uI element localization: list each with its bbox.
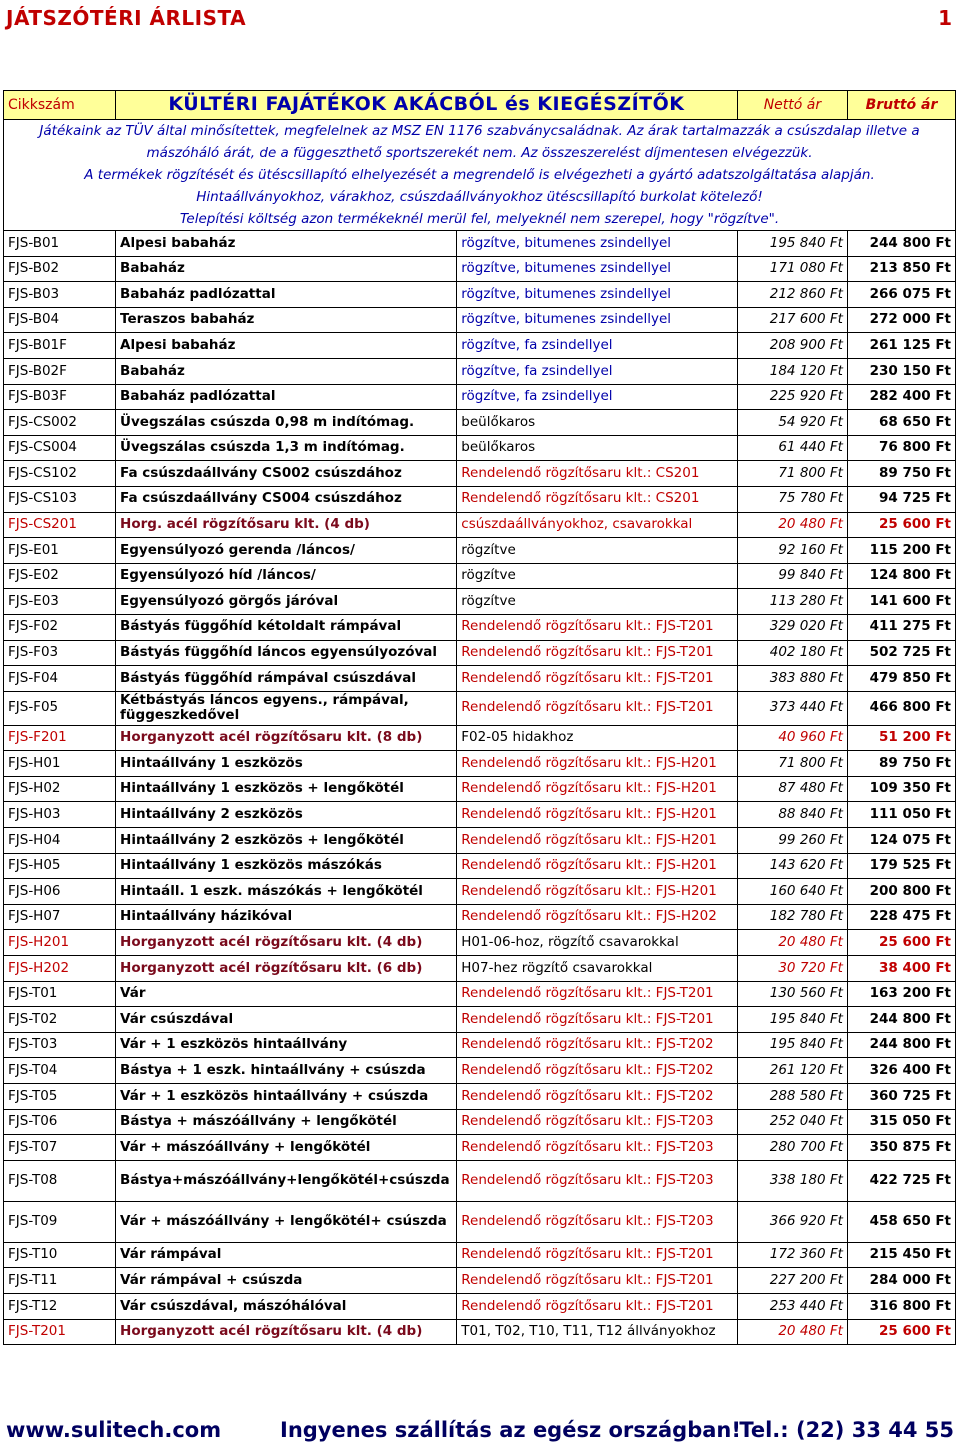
column-header-code: Cikkszám [4, 91, 116, 120]
gross-price: 115 200 Ft [847, 538, 955, 564]
net-price: 280 700 Ft [737, 1135, 847, 1161]
gross-price: 124 075 Ft [847, 828, 955, 854]
product-name: Vár + 1 eszközös hintaállvány + csúszda [116, 1084, 457, 1110]
product-description: csúszdaállványokhoz, csavarokkal [457, 512, 738, 538]
table-row [4, 1242, 956, 1268]
table-row [4, 231, 956, 257]
table-row [4, 776, 956, 802]
product-code: FJS-T10 [4, 1242, 116, 1268]
gross-price: 411 275 Ft [847, 614, 955, 640]
product-description: Rendelendő rögzítősaru klt.: FJS-T201 [457, 1242, 738, 1268]
gross-price: 244 800 Ft [847, 1007, 955, 1033]
product-name: Babaház [116, 256, 457, 282]
gross-price: 215 450 Ft [847, 1242, 955, 1268]
gross-price: 315 050 Ft [847, 1109, 955, 1135]
product-code: FJS-T08 [4, 1160, 116, 1201]
table-row [4, 563, 956, 589]
product-description: rögzítve [457, 563, 738, 589]
gross-price: 326 400 Ft [847, 1058, 955, 1084]
gross-price: 25 600 Ft [847, 1319, 955, 1345]
table-row [4, 1084, 956, 1110]
product-name: Hintaáll. 1 eszk. mászókás + lengőkötél [116, 879, 457, 905]
product-description: rögzítve [457, 538, 738, 564]
net-price: 160 640 Ft [737, 879, 847, 905]
website-link[interactable]: www.sulitech.com [6, 1418, 222, 1442]
product-name: Vár + mászóállvány + lengőkötél [116, 1135, 457, 1161]
product-name: Hintaállvány 1 eszközös [116, 751, 457, 777]
product-name: Hintaállvány 2 eszközös [116, 802, 457, 828]
product-name: Babaház [116, 358, 457, 384]
table-row [4, 1135, 956, 1161]
product-description: rögzítve, fa zsindellyel [457, 333, 738, 359]
note-text: Telepítési költség azon termékeknél merül fel, melyeknél nem szerepel, hogy "rögzítve". [4, 208, 956, 231]
note-text: Hintaállványokhoz, várakhoz, csúszdaállványokhoz ütéscsillapító burkolat kötelező! [4, 186, 956, 208]
column-header-gross-price: Bruttó ár [847, 91, 955, 120]
net-price: 71 800 Ft [737, 751, 847, 777]
product-code: FJS-T07 [4, 1135, 116, 1161]
document-title: JÁTSZÓTÉRI ÁRLISTA [6, 6, 247, 30]
product-description: Rendelendő rögzítősaru klt.: FJS-T203 [457, 1160, 738, 1201]
net-price: 171 080 Ft [737, 256, 847, 282]
product-name: Babaház padlózattal [116, 282, 457, 308]
gross-price: 244 800 Ft [847, 1032, 955, 1058]
gross-price: 213 850 Ft [847, 256, 955, 282]
product-name: Vár rámpával [116, 1242, 457, 1268]
note-text: A termékek rögzítését és ütéscsillapító elhelyezését a megrendelő is elvégezheti a gyártó adatszolgáltatása alapján. [4, 164, 956, 186]
product-description: Rendelendő rögzítősaru klt.: FJS-H201 [457, 776, 738, 802]
product-code: FJS-CS102 [4, 461, 116, 487]
shipping-notice: Ingyenes szállítás az egész országban! [280, 1418, 741, 1442]
table-row [4, 486, 956, 512]
product-name: Alpesi babaház [116, 333, 457, 359]
net-price: 54 920 Ft [737, 410, 847, 436]
net-price: 113 280 Ft [737, 589, 847, 615]
net-price: 261 120 Ft [737, 1058, 847, 1084]
product-code: FJS-T05 [4, 1084, 116, 1110]
product-description: F02-05 hidakhoz [457, 725, 738, 751]
net-price: 40 960 Ft [737, 725, 847, 751]
product-name: Horganyzott acél rögzítősaru klt. (6 db) [116, 956, 457, 982]
product-description: Rendelendő rögzítősaru klt.: FJS-T203 [457, 1109, 738, 1135]
table-row [4, 1058, 956, 1084]
product-description: Rendelendő rögzítősaru klt.: FJS-H201 [457, 879, 738, 905]
product-code: FJS-T01 [4, 981, 116, 1007]
product-code: FJS-H04 [4, 828, 116, 854]
net-price: 288 580 Ft [737, 1084, 847, 1110]
gross-price: 89 750 Ft [847, 751, 955, 777]
gross-price: 350 875 Ft [847, 1135, 955, 1161]
table-row [4, 853, 956, 879]
product-name: Horganyzott acél rögzítősaru klt. (8 db) [116, 725, 457, 751]
product-code: FJS-E02 [4, 563, 116, 589]
product-code: FJS-CS002 [4, 410, 116, 436]
product-code: FJS-H06 [4, 879, 116, 905]
product-code: FJS-F05 [4, 691, 116, 725]
table-row [4, 1319, 956, 1345]
note-row [4, 120, 956, 143]
product-description: Rendelendő rögzítősaru klt.: FJS-T201 [457, 981, 738, 1007]
gross-price: 68 650 Ft [847, 410, 955, 436]
product-code: FJS-B01F [4, 333, 116, 359]
net-price: 184 120 Ft [737, 358, 847, 384]
net-price: 75 780 Ft [737, 486, 847, 512]
product-description: rögzítve, bitumenes zsindellyel [457, 231, 738, 257]
product-name: Hintaállvány 1 eszközös + lengőkötél [116, 776, 457, 802]
product-description: Rendelendő rögzítősaru klt.: FJS-T201 [457, 1007, 738, 1033]
product-code: FJS-T09 [4, 1201, 116, 1242]
product-description: Rendelendő rögzítősaru klt.: FJS-T202 [457, 1032, 738, 1058]
net-price: 195 840 Ft [737, 1032, 847, 1058]
net-price: 329 020 Ft [737, 614, 847, 640]
product-code: FJS-H01 [4, 751, 116, 777]
product-name: Fa csúszdaállvány CS004 csúszdához [116, 486, 457, 512]
net-price: 212 860 Ft [737, 282, 847, 308]
product-description: Rendelendő rögzítősaru klt.: FJS-H202 [457, 904, 738, 930]
product-description: Rendelendő rögzítősaru klt.: FJS-H201 [457, 853, 738, 879]
net-price: 61 440 Ft [737, 435, 847, 461]
net-price: 195 840 Ft [737, 1007, 847, 1033]
product-name: Kétbástyás láncos egyens., rámpával, függeszkedővel [116, 691, 457, 725]
table-row [4, 725, 956, 751]
gross-price: 111 050 Ft [847, 802, 955, 828]
product-description: beülőkaros [457, 410, 738, 436]
product-description: Rendelendő rögzítősaru klt.: FJS-T201 [457, 1293, 738, 1319]
product-name: Bástya + 1 eszk. hintaállvány + csúszda [116, 1058, 457, 1084]
table-row [4, 691, 956, 725]
product-code: FJS-H07 [4, 904, 116, 930]
net-price: 227 200 Ft [737, 1268, 847, 1294]
product-code: FJS-CS004 [4, 435, 116, 461]
note-text: mászóháló árát, de a függeszthető sportszerekét nem. Az összeszerelést díjmentesen elvégezzük. [4, 142, 956, 164]
net-price: 30 720 Ft [737, 956, 847, 982]
gross-price: 502 725 Ft [847, 640, 955, 666]
product-name: Horganyzott acél rögzítősaru klt. (4 db) [116, 930, 457, 956]
net-price: 71 800 Ft [737, 461, 847, 487]
product-code: FJS-F04 [4, 666, 116, 692]
net-price: 143 620 Ft [737, 853, 847, 879]
table-header-row [4, 91, 956, 120]
net-price: 20 480 Ft [737, 1319, 847, 1345]
product-description: H01-06-hoz, rögzítő csavarokkal [457, 930, 738, 956]
gross-price: 76 800 Ft [847, 435, 955, 461]
product-code: FJS-B03 [4, 282, 116, 308]
product-name: Bástyás függőhíd rámpával csúszdával [116, 666, 457, 692]
gross-price: 38 400 Ft [847, 956, 955, 982]
table-row [4, 435, 956, 461]
gross-price: 479 850 Ft [847, 666, 955, 692]
product-code: FJS-B01 [4, 231, 116, 257]
product-description: rögzítve, bitumenes zsindellyel [457, 282, 738, 308]
gross-price: 244 800 Ft [847, 231, 955, 257]
product-name: Hintaállvány házikóval [116, 904, 457, 930]
gross-price: 94 725 Ft [847, 486, 955, 512]
product-name: Horg. acél rögzítősaru klt. (4 db) [116, 512, 457, 538]
product-name: Bástyás függőhíd kétoldalt rámpával [116, 614, 457, 640]
table-row [4, 904, 956, 930]
gross-price: 51 200 Ft [847, 725, 955, 751]
product-code: FJS-CS103 [4, 486, 116, 512]
product-name: Bástya+mászóállvány+lengőkötél+csúszda [116, 1160, 457, 1201]
gross-price: 200 800 Ft [847, 879, 955, 905]
product-code: FJS-F03 [4, 640, 116, 666]
table-row [4, 879, 956, 905]
gross-price: 316 800 Ft [847, 1293, 955, 1319]
product-code: FJS-T04 [4, 1058, 116, 1084]
gross-price: 266 075 Ft [847, 282, 955, 308]
product-code: FJS-H201 [4, 930, 116, 956]
product-name: Vár csúszdával, mászóhálóval [116, 1293, 457, 1319]
net-price: 99 840 Ft [737, 563, 847, 589]
product-description: rögzítve, bitumenes zsindellyel [457, 307, 738, 333]
product-description: Rendelendő rögzítősaru klt.: CS201 [457, 486, 738, 512]
note-row [4, 186, 956, 208]
product-code: FJS-E03 [4, 589, 116, 615]
product-name: Üvegszálas csúszda 1,3 m indítómag. [116, 435, 457, 461]
table-row [4, 1007, 956, 1033]
product-name: Vár + 1 eszközös hintaállvány [116, 1032, 457, 1058]
gross-price: 179 525 Ft [847, 853, 955, 879]
net-price: 130 560 Ft [737, 981, 847, 1007]
product-description: Rendelendő rögzítősaru klt.: CS201 [457, 461, 738, 487]
product-name: Egyensúlyozó görgős járóval [116, 589, 457, 615]
product-name: Bástyás függőhíd láncos egyensúlyozóval [116, 640, 457, 666]
table-row [4, 751, 956, 777]
product-code: FJS-T02 [4, 1007, 116, 1033]
product-description: Rendelendő rögzítősaru klt.: FJS-H201 [457, 828, 738, 854]
table-row [4, 1201, 956, 1242]
table-row [4, 512, 956, 538]
product-code: FJS-B02 [4, 256, 116, 282]
product-description: Rendelendő rögzítősaru klt.: FJS-T201 [457, 691, 738, 725]
table-row [4, 640, 956, 666]
table-row [4, 461, 956, 487]
net-price: 338 180 Ft [737, 1160, 847, 1201]
table-row [4, 410, 956, 436]
net-price: 253 440 Ft [737, 1293, 847, 1319]
table-row [4, 828, 956, 854]
gross-price: 141 600 Ft [847, 589, 955, 615]
net-price: 373 440 Ft [737, 691, 847, 725]
net-price: 88 840 Ft [737, 802, 847, 828]
table-row [4, 1032, 956, 1058]
product-name: Vár + mászóállvány + lengőkötél+ csúszda [116, 1201, 457, 1242]
note-row [4, 208, 956, 231]
product-description: Rendelendő rögzítősaru klt.: FJS-H201 [457, 802, 738, 828]
net-price: 366 920 Ft [737, 1201, 847, 1242]
product-code: FJS-H202 [4, 956, 116, 982]
note-row [4, 142, 956, 164]
product-description: Rendelendő rögzítősaru klt.: FJS-T202 [457, 1058, 738, 1084]
net-price: 195 840 Ft [737, 231, 847, 257]
net-price: 92 160 Ft [737, 538, 847, 564]
product-code: FJS-H03 [4, 802, 116, 828]
product-code: FJS-T06 [4, 1109, 116, 1135]
product-code: FJS-E01 [4, 538, 116, 564]
table-row [4, 930, 956, 956]
column-header-net-price: Nettó ár [737, 91, 847, 120]
table-row [4, 384, 956, 410]
product-code: FJS-H02 [4, 776, 116, 802]
product-name: Babaház padlózattal [116, 384, 457, 410]
product-code: FJS-T11 [4, 1268, 116, 1294]
product-description: rögzítve [457, 589, 738, 615]
product-description: rögzítve, fa zsindellyel [457, 384, 738, 410]
product-name: Egyensúlyozó gerenda /láncos/ [116, 538, 457, 564]
gross-price: 284 000 Ft [847, 1268, 955, 1294]
net-price: 208 900 Ft [737, 333, 847, 359]
net-price: 87 480 Ft [737, 776, 847, 802]
product-description: T01, T02, T10, T11, T12 állványokhoz [457, 1319, 738, 1345]
note-text: Játékaink az TÜV által minősítettek, megfelelnek az MSZ EN 1176 szabványcsaládnak. Az árak tartalmazzák a csúszdalap illetve a [4, 120, 956, 143]
product-name: Hintaállvány 2 eszközös + lengőkötél [116, 828, 457, 854]
table-row [4, 307, 956, 333]
net-price: 172 360 Ft [737, 1242, 847, 1268]
table-row [4, 956, 956, 982]
table-row [4, 282, 956, 308]
net-price: 217 600 Ft [737, 307, 847, 333]
phone-number: Tel.: (22) 33 44 55 [739, 1418, 954, 1442]
product-name: Hintaállvány 1 eszközös mászókás [116, 853, 457, 879]
table-row [4, 358, 956, 384]
product-code: FJS-B03F [4, 384, 116, 410]
product-name: Fa csúszdaállvány CS002 csúszdához [116, 461, 457, 487]
product-description: Rendelendő rögzítősaru klt.: FJS-T201 [457, 614, 738, 640]
gross-price: 109 350 Ft [847, 776, 955, 802]
product-description: Rendelendő rögzítősaru klt.: FJS-T203 [457, 1135, 738, 1161]
product-code: FJS-F02 [4, 614, 116, 640]
net-price: 252 040 Ft [737, 1109, 847, 1135]
gross-price: 89 750 Ft [847, 461, 955, 487]
gross-price: 282 400 Ft [847, 384, 955, 410]
product-name: Üvegszálas csúszda 0,98 m indítómag. [116, 410, 457, 436]
net-price: 225 920 Ft [737, 384, 847, 410]
gross-price: 228 475 Ft [847, 904, 955, 930]
table-row [4, 981, 956, 1007]
gross-price: 261 125 Ft [847, 333, 955, 359]
product-description: Rendelendő rögzítősaru klt.: FJS-T203 [457, 1201, 738, 1242]
product-description: rögzítve, bitumenes zsindellyel [457, 256, 738, 282]
product-code: FJS-T12 [4, 1293, 116, 1319]
product-code: FJS-T201 [4, 1319, 116, 1345]
product-code: FJS-CS201 [4, 512, 116, 538]
gross-price: 25 600 Ft [847, 930, 955, 956]
table-row [4, 1160, 956, 1201]
gross-price: 466 800 Ft [847, 691, 955, 725]
table-row [4, 256, 956, 282]
net-price: 383 880 Ft [737, 666, 847, 692]
product-description: Rendelendő rögzítősaru klt.: FJS-T201 [457, 1268, 738, 1294]
gross-price: 163 200 Ft [847, 981, 955, 1007]
net-price: 182 780 Ft [737, 904, 847, 930]
gross-price: 272 000 Ft [847, 307, 955, 333]
product-description: Rendelendő rögzítősaru klt.: FJS-T201 [457, 666, 738, 692]
gross-price: 230 150 Ft [847, 358, 955, 384]
gross-price: 458 650 Ft [847, 1201, 955, 1242]
table-row [4, 538, 956, 564]
page-number: 1 [938, 6, 952, 30]
table-row [4, 666, 956, 692]
product-code: FJS-T03 [4, 1032, 116, 1058]
table-row [4, 802, 956, 828]
gross-price: 422 725 Ft [847, 1160, 955, 1201]
product-description: Rendelendő rögzítősaru klt.: FJS-T202 [457, 1084, 738, 1110]
product-description: Rendelendő rögzítősaru klt.: FJS-H201 [457, 751, 738, 777]
product-name: Bástya + mászóállvány + lengőkötél [116, 1109, 457, 1135]
note-row [4, 164, 956, 186]
product-code: FJS-B04 [4, 307, 116, 333]
product-name: Alpesi babaház [116, 231, 457, 257]
product-code: FJS-F201 [4, 725, 116, 751]
product-code: FJS-H05 [4, 853, 116, 879]
section-title: KÜLTÉRI FAJÁTÉKOK AKÁCBÓL és KIEGÉSZÍTŐK [116, 91, 738, 120]
product-name: Vár rámpával + csúszda [116, 1268, 457, 1294]
product-description: H07-hez rögzítő csavarokkal [457, 956, 738, 982]
product-description: Rendelendő rögzítősaru klt.: FJS-T201 [457, 640, 738, 666]
page-header [0, 0, 960, 40]
product-name: Vár [116, 981, 457, 1007]
table-row [4, 1268, 956, 1294]
table-row [4, 589, 956, 615]
gross-price: 124 800 Ft [847, 563, 955, 589]
product-description: rögzítve, fa zsindellyel [457, 358, 738, 384]
net-price: 402 180 Ft [737, 640, 847, 666]
net-price: 99 260 Ft [737, 828, 847, 854]
product-name: Vár csúszdával [116, 1007, 457, 1033]
price-table [3, 90, 956, 1345]
product-description: beülőkaros [457, 435, 738, 461]
product-code: FJS-B02F [4, 358, 116, 384]
table-row [4, 1109, 956, 1135]
product-name: Teraszos babaház [116, 307, 457, 333]
page-footer [0, 1418, 960, 1448]
net-price: 20 480 Ft [737, 930, 847, 956]
product-name: Egyensúlyozó híd /láncos/ [116, 563, 457, 589]
table-row [4, 614, 956, 640]
product-name: Horganyzott acél rögzítősaru klt. (4 db) [116, 1319, 457, 1345]
net-price: 20 480 Ft [737, 512, 847, 538]
gross-price: 25 600 Ft [847, 512, 955, 538]
gross-price: 360 725 Ft [847, 1084, 955, 1110]
table-row [4, 333, 956, 359]
table-row [4, 1293, 956, 1319]
